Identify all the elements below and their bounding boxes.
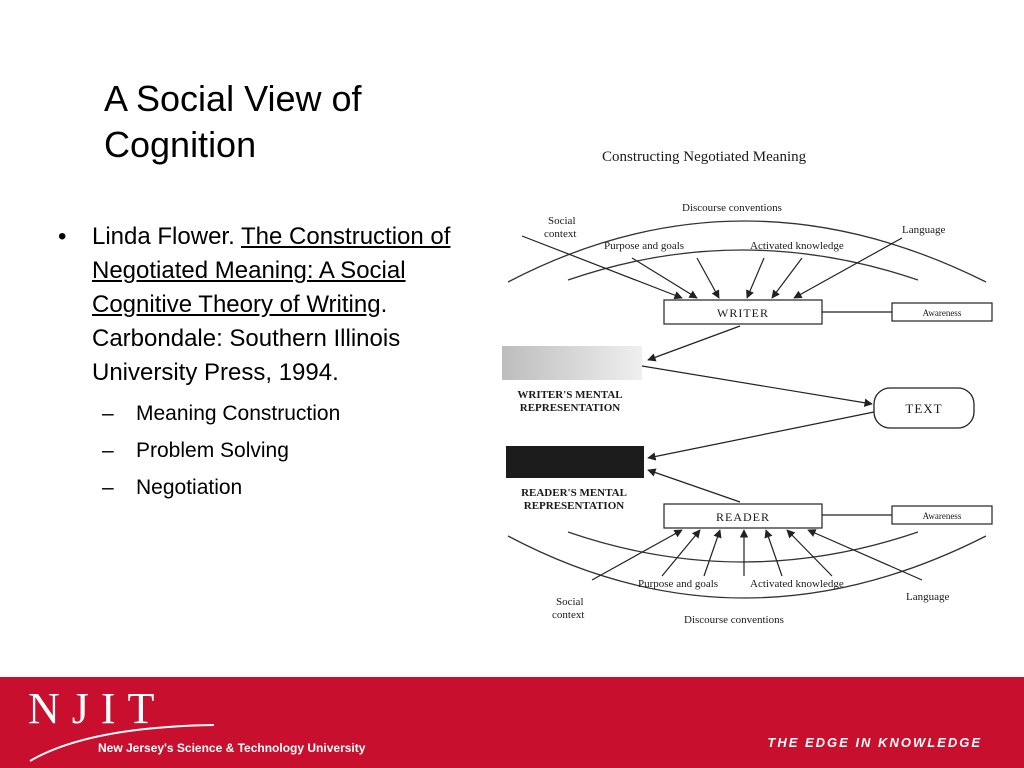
text-node-label: TEXT	[905, 401, 943, 416]
bottom-language-label: Language	[906, 591, 950, 603]
citation-text	[92, 220, 468, 390]
sub-bullet-text: Meaning Construction	[136, 402, 341, 425]
sub-bullet	[58, 438, 468, 464]
arrow-purpose-to-writer	[632, 258, 697, 298]
reader-label: READER	[716, 510, 770, 524]
reader-rep-label-1: READER'S MENTAL	[521, 487, 627, 499]
arrow-writer-to-rep	[648, 326, 740, 360]
top-language-label: Language	[902, 224, 946, 236]
top-purpose-label: Purpose and goals	[604, 240, 685, 252]
diagram-title: Constructing Negotiated Meaning	[602, 149, 807, 165]
arrow-social-to-reader	[592, 530, 682, 580]
arrow-knowledge2-to-reader	[787, 530, 832, 576]
dash-mark: –	[102, 476, 114, 499]
citation-publisher: Carbondale: Southern Illinois University Press, 1994.	[92, 325, 401, 386]
citation-period: .	[380, 291, 388, 318]
sub-bullet	[58, 401, 468, 427]
top-social-label-2: context	[544, 228, 577, 240]
university-name: New Jersey's Science & Technology University	[98, 741, 366, 755]
arrow-purpose2-to-writer	[697, 258, 719, 298]
top-discourse-label: Discourse conventions	[682, 202, 782, 214]
arrow-knowledge2-to-writer	[772, 258, 802, 298]
writer-rep-block	[502, 346, 642, 380]
bottom-outer-arc	[508, 536, 986, 598]
arrow-knowledge-to-writer	[747, 258, 764, 298]
reader-rep-block	[506, 446, 644, 478]
footer-bar	[0, 677, 1024, 768]
sub-bullet-text: Problem Solving	[136, 439, 289, 462]
citation-author: Linda Flower.	[92, 223, 241, 250]
logo-wordmark: NJIT	[28, 684, 167, 733]
writer-label: WRITER	[717, 306, 769, 320]
dash-mark: –	[102, 439, 114, 462]
sub-bullet-text: Negotiation	[136, 476, 243, 499]
arrow-knowledge-to-reader	[766, 530, 782, 576]
footer-tagline: THE EDGE IN KNOWLEDGE	[767, 735, 982, 750]
sub-bullet	[58, 475, 468, 501]
arrow-reader-to-rep	[648, 470, 740, 502]
citation-book-title: The Construction of Negotiated Meaning: A Social Cognitive Theory of Writing	[92, 223, 451, 318]
slide-title: A Social View of Cognition	[104, 78, 362, 165]
writer-rep-label-2: REPRESENTATION	[519, 402, 621, 414]
top-inner-arc	[568, 250, 918, 280]
bullet-dot: •	[58, 223, 67, 250]
bottom-social-label-2: context	[552, 609, 585, 621]
reader-rep-label-2: REPRESENTATION	[523, 500, 625, 512]
arrow-rep-to-text	[642, 366, 872, 404]
negotiated-meaning-diagram	[482, 140, 1002, 640]
writer-awareness-label: Awareness	[922, 308, 962, 318]
bottom-discourse-label: Discourse conventions	[684, 614, 784, 626]
diagram-svg	[482, 140, 1002, 640]
arrow-text-to-reader-rep	[648, 412, 874, 458]
top-social-label-1: Social	[548, 215, 576, 227]
bottom-social-label-1: Social	[556, 596, 584, 608]
citation-bullet	[58, 220, 468, 390]
arrow-purpose-to-reader	[662, 530, 700, 576]
bottom-inner-arc	[568, 532, 918, 562]
bottom-purpose-label: Purpose and goals	[638, 578, 719, 590]
arrow-purpose2-to-reader	[704, 530, 720, 576]
top-activated-label: Activated knowledge	[750, 240, 844, 252]
reader-awareness-label: Awareness	[922, 511, 962, 521]
bottom-activated-label: Activated knowledge	[750, 578, 844, 590]
slide-content	[58, 220, 468, 501]
dash-mark: –	[102, 402, 114, 425]
writer-rep-label-1: WRITER'S MENTAL	[517, 389, 623, 401]
njit-logo	[28, 685, 388, 765]
sub-bullet-list	[58, 401, 468, 501]
